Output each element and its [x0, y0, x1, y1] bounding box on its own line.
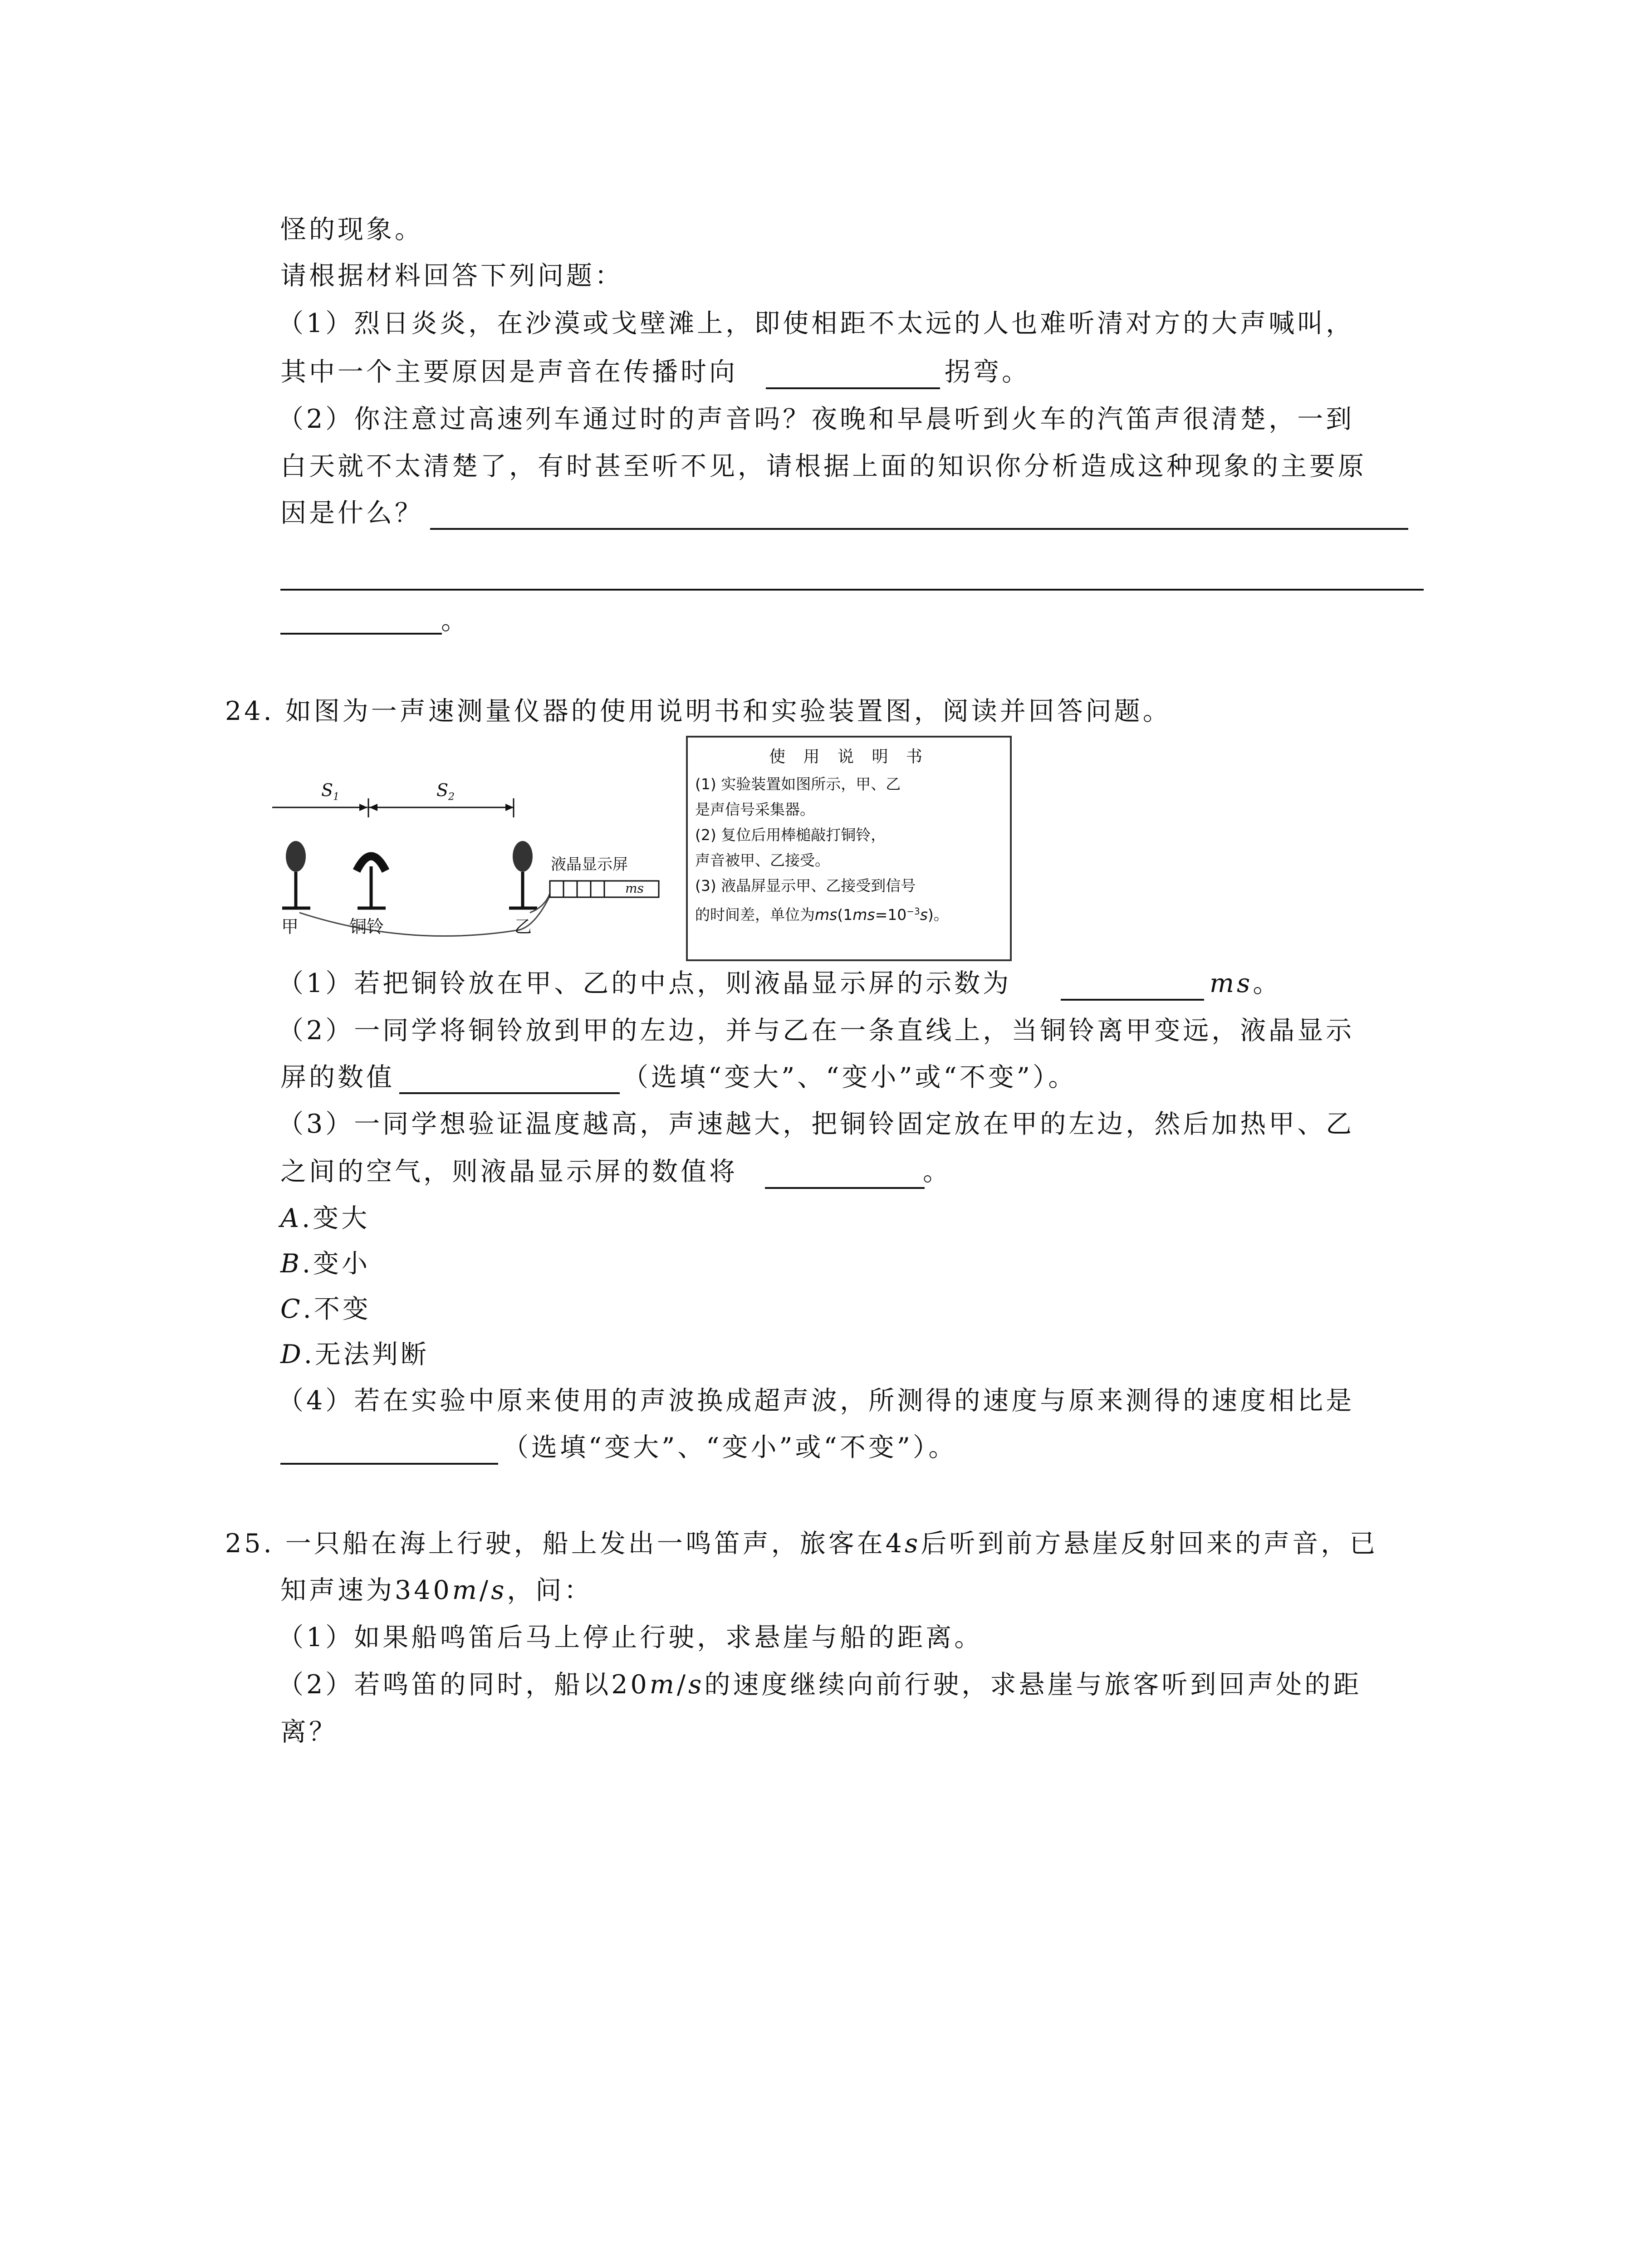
q24-part4-line-2: （选填“变大”、“变小”或“不变”）。: [503, 1432, 957, 1462]
q25-part1: （1）如果船鸣笛后马上停止行驶，求悬崖与船的距离。: [278, 1623, 983, 1652]
lcd-screen-label: 液晶显示屏: [551, 855, 628, 874]
q23-part2-line: （2）你注意过高速列车通过时的声音吗？夜晚和早晨听到火车的汽笛声很清楚，一到: [278, 404, 1355, 434]
q24-answer-blank-4[interactable]: [280, 1463, 498, 1465]
q24-stem: 24. 如图为一声速测量仪器的使用说明书和实验装置图，阅读并回答问题。: [225, 696, 1171, 726]
lcd-unit-label: ms: [625, 881, 644, 896]
q23-line-1: 怪的现象。: [280, 215, 423, 244]
q23-part2-line-3: 因是什么？: [280, 498, 423, 528]
manual-title: 使 用 说 明 书: [769, 748, 929, 766]
q23-part1-line: （1）烈日炎炎，在沙漠或戈壁滩上，即使相距不太远的人也难听清对方的大声喊叫，: [278, 308, 1355, 338]
q23-answer-blank-4[interactable]: [280, 633, 442, 635]
q24-option-d: D.无法判断: [280, 1339, 429, 1369]
manual-line-3: (2) 复位后用棒槌敲打铜铃，: [695, 826, 886, 844]
jia-label: 甲: [281, 917, 299, 937]
q24-part2-line-2b: （选填“变大”、“变小”或“不变”）。: [622, 1062, 1077, 1092]
q25-line-2: 知声速为340m/s，问：: [280, 1575, 593, 1605]
q24-part1-unit: ms。: [1210, 968, 1282, 998]
q23-answer-blank-3[interactable]: [280, 589, 1424, 591]
manual-line-4: 声音被甲、乙接受。: [695, 851, 830, 869]
q23-part1-line-2a: 其中一个主要原因是声音在传播时向: [280, 357, 738, 387]
manual-line-5: (3) 液晶屏显示甲、乙接受到信号: [695, 877, 916, 894]
manual-line-6: 的时间差，单位为$ms(1ms=10^{-3}s)$。: [695, 906, 949, 924]
manual-line-1: (1) 实验装置如图所示，甲、乙: [695, 775, 901, 793]
q24-part2-line-2a: 屏的数值: [280, 1062, 395, 1092]
q24-part1-text: （1）若把铜铃放在甲、乙的中点，则液晶显示屏的示数为: [278, 968, 1012, 998]
bell-label: 铜铃: [349, 917, 384, 937]
yi-label: 乙: [514, 917, 532, 937]
q24-part2-line-1: （2）一同学将铜铃放到甲的左边，并与乙在一条直线上，当铜铃离甲变远，液晶显示: [278, 1016, 1355, 1046]
q23-line-2: 请根据材料回答下列问题：: [280, 261, 623, 291]
q25-part2-line-1: （2）若鸣笛的同时，船以20m/s的速度继续向前行驶，求悬崖与旅客听到回声处的距: [278, 1670, 1362, 1700]
q23-answer-blank-2[interactable]: [430, 528, 1408, 530]
q24-part3-line-1: （3）一同学想验证温度越高，声速越大，把铜铃固定放在甲的左边，然后加热甲、乙: [278, 1109, 1355, 1139]
q23-part1-line-2b: 拐弯。: [945, 357, 1030, 387]
q24-part4-line-1: （4）若在实验中原来使用的声波换成超声波，所测得的速度与原来测得的速度相比是: [278, 1386, 1355, 1416]
q24-option-c: C.不变: [280, 1294, 371, 1324]
q24-answer-blank-1[interactable]: [1061, 999, 1204, 1001]
q24-part3-line-2a: 之间的空气，则液晶显示屏的数值将: [280, 1157, 738, 1187]
q24-part3-line-2b: 。: [923, 1157, 951, 1187]
q25-line-1: 25. 一只船在海上行驶，船上发出一鸣笛声，旅客在4s后听到前方悬崖反射回来的声音，已: [225, 1529, 1378, 1559]
q23-period: 。: [441, 606, 470, 635]
q23-answer-blank-1[interactable]: [766, 387, 940, 389]
q24-answer-blank-3[interactable]: [765, 1187, 925, 1189]
s2-label: $S_2$: [436, 780, 455, 803]
q24-answer-blank-2[interactable]: [399, 1092, 620, 1094]
q25-part2-line-2: 离？: [280, 1717, 338, 1747]
instruction-manual-box: [686, 736, 1012, 961]
q23-part2-line-2: 白天就不太清楚了，有时甚至听不见，请根据上面的知识你分析造成这种现象的主要原: [280, 451, 1367, 481]
q24-option-b: B.变小: [280, 1249, 371, 1279]
q24-option-a: A.变大: [280, 1203, 370, 1233]
s1-label: $S_1$: [321, 780, 340, 803]
manual-line-2: 是声信号采集器。: [695, 801, 815, 818]
